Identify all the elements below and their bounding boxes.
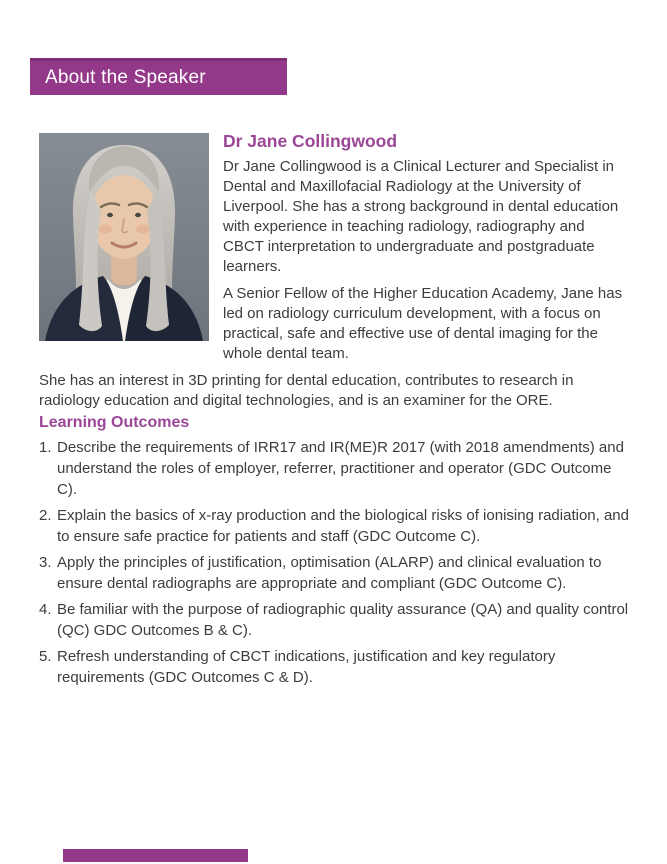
speaker-bio xyxy=(39,131,629,418)
learning-outcomes-list xyxy=(39,437,635,688)
outcome-number: 4. xyxy=(39,601,52,618)
outcome-item-2 xyxy=(39,505,635,547)
speaker-name: Dr Jane Collingwood xyxy=(223,131,398,151)
outcome-number: 1. xyxy=(39,439,52,456)
outcome-text: Explain the basics of x-ray production and the biological risks of ionising radiation, and to ensure safe practice for patients and staff (GDC Outcome C). xyxy=(57,507,629,545)
outcome-item-5 xyxy=(39,646,635,688)
outcome-text: Refresh understanding of CBCT indications, justification and key regulatory requirements (GDC Outcomes C & D). xyxy=(57,648,556,686)
footer-section-bar xyxy=(63,849,248,862)
outcome-number: 3. xyxy=(39,554,52,571)
outcome-text: Apply the principles of justification, optimisation (ALARP) and clinical evaluation to ensure dental radiographs are appropriate and compliant (GDC Outcome C). xyxy=(57,554,602,592)
outcome-text: Describe the requirements of IRR17 and IR(ME)R 2017 (with 2018 amendments) and understand the roles of employer, referrer, practitioner and operator (GDC Outcome C). xyxy=(57,439,624,498)
speaker-photo xyxy=(39,133,209,341)
bio-paragraph-2: A Senior Fellow of the Higher Education Academy, Jane has led on radiology curriculum development, with a focus on practical, safe and effective use of dental imaging for the whole dental team. xyxy=(223,285,623,362)
outcome-item-4 xyxy=(39,599,635,641)
outcome-item-1 xyxy=(39,437,635,500)
learning-outcomes-section xyxy=(39,414,635,693)
learning-outcomes-heading: Learning Outcomes xyxy=(39,414,190,431)
section-title: About the Speaker xyxy=(45,67,206,88)
section-header-bar xyxy=(30,58,287,95)
outcome-number: 5. xyxy=(39,648,52,665)
outcome-item-3 xyxy=(39,552,635,594)
outcome-number: 2. xyxy=(39,507,52,524)
bio-paragraph-1: Dr Jane Collingwood is a Clinical Lecturer and Specialist in Dental and Maxillofacial Radiology at the University of Liverpool. She has a strong background in dental education with experience in teaching radiology, radiography and CBCT interpretation to undergraduate and postgraduate learners. xyxy=(223,158,619,275)
bio-paragraph-3: She has an interest in 3D printing for dental education, contributes to research in radiology education and digital technologies, and is an examiner for the ORE. xyxy=(39,372,574,409)
outcome-text: Be familiar with the purpose of radiographic quality assurance (QA) and quality control (QC) GDC Outcomes B & C). xyxy=(57,601,629,639)
